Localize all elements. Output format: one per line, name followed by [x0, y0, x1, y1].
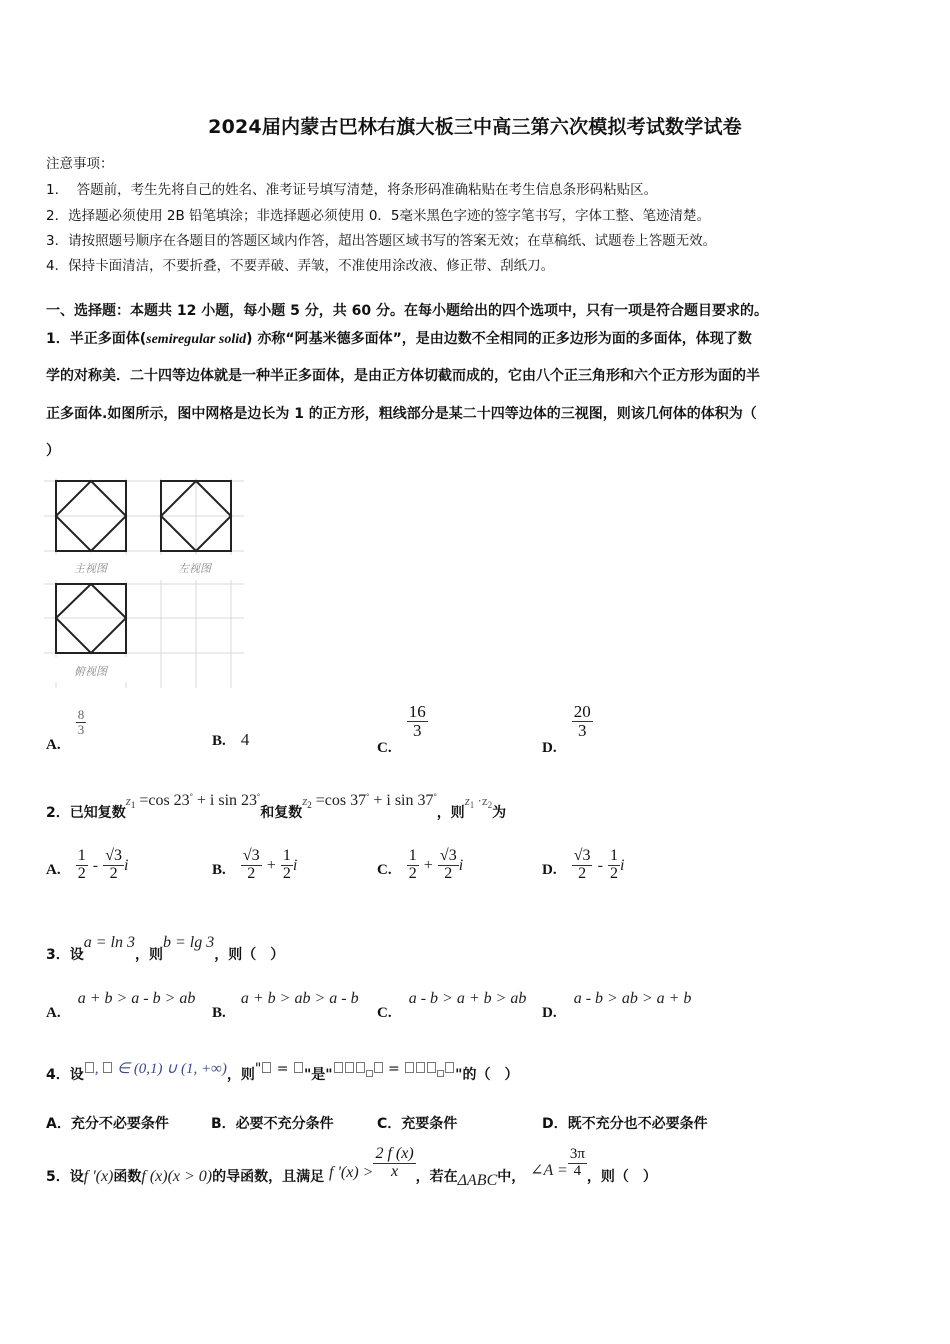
three-view-diagram: [44, 478, 244, 688]
q1-line-2: 学的对称美．二十四等边体就是一种半正多面体，是由正方体切截而成的，它由八个正三角形和六个正方形为面的半: [46, 368, 760, 384]
missing-glyph-icon: [294, 1062, 303, 1073]
option-label: B.: [212, 733, 226, 749]
q4-option-d[interactable]: D．既不充分也不必要条件: [542, 1116, 708, 1132]
fraction: $\frac{3\pi}{4}$: [569, 1146, 585, 1179]
q2-option-a[interactable]: A. $\frac{1}{2}$ - $\frac{√3}{2}$ i: [46, 847, 129, 882]
option-label: A.: [46, 736, 61, 753]
q3-option-d[interactable]: D. a - b > ab > a + b: [542, 990, 692, 1021]
option-value: 4: [240, 730, 250, 749]
q1-term-italic: semiregular solid: [146, 332, 247, 347]
q1-line-4: ）: [46, 443, 60, 459]
q2-option-b[interactable]: B. $\frac{√3}{2}$ + $\frac{1}{2}$ i: [212, 847, 298, 882]
q1-line-3: 正多面体.如图所示，图中网格是边长为 1 的正方形，粗线部分是某二十四等边体的三视图，则该几何体的体积为（: [46, 406, 757, 422]
missing-glyph-icon: [85, 1062, 94, 1073]
q3-option-c[interactable]: C. a - b > a + b > ab: [377, 990, 527, 1021]
q2-option-d[interactable]: D. $\frac{√3}{2}$ - $\frac{1}{2}$ i: [542, 847, 625, 882]
q1-line-1: [46, 328, 752, 348]
notice-heading: 注意事项：: [46, 156, 114, 172]
missing-glyph-icon: [262, 1062, 271, 1073]
missing-glyph-icon: [103, 1062, 112, 1073]
fraction: $\frac{16}{3}$: [408, 702, 426, 740]
q3-stem: 3．设a = ln 3，则b = lg 3，则（ ）: [46, 934, 285, 963]
q4-stem: 4．设 , ∈ (0,1) ∪ (1, +∞)，则" = "是" = "的（ ）: [46, 1061, 519, 1083]
three-view-figure: [44, 478, 244, 688]
fraction: $\frac{20}{3}$: [573, 702, 591, 740]
q1-option-b[interactable]: [212, 730, 249, 750]
q2-option-c[interactable]: C. $\frac{1}{2}$ + $\frac{√3}{2}$ i: [377, 847, 464, 882]
fraction: $\frac{8}{3}$: [77, 707, 85, 737]
notice-item-3: 3．请按照题号顺序在各题目的答题区域内作答，超出答题区域书写的答案无效；在草稿纸、试题卷上答题无效。: [46, 233, 717, 249]
front-view-label: 主视图: [74, 563, 107, 575]
q5-stem: 5．设f '(x)函数f (x)(x > 0)的导函数，且满足 f '(x) > $\frac{2 f (x)}{x}$ ，若在ΔABC中， ∠A = $\frac{3\pi}{4}$ ，则（ ）: [46, 1145, 657, 1190]
q4-option-b[interactable]: B．必要不充分条件: [211, 1116, 334, 1132]
notice-item-1: 1. 答题前，考生先将自己的姓名、准考证号填写清楚，将条形码准确粘贴在考生信息条形码粘贴区。: [46, 182, 658, 198]
fraction: $\frac{2 f (x)}{x}$: [375, 1145, 414, 1180]
notice-item-2: 2．选择题必须使用 2B 铅笔填涂；非选择题必须使用 0．5毫米黑色字迹的签字笔书写，字体工整、笔迹清楚。: [46, 208, 710, 224]
q1-line1-prefix: 1．半正多面体(: [46, 331, 147, 347]
option-label: D.: [542, 739, 557, 756]
page-title: 2024届内蒙古巴林右旗大板三中高三第六次模拟考试数学试卷: [208, 116, 742, 138]
top-view-label: 俯视图: [74, 666, 107, 678]
side-view-label: 左视图: [178, 563, 211, 575]
notice-item-4: 4．保持卡面清洁，不要折叠，不要弄破、弄皱，不准使用涂改液、修正带、刮纸刀。: [46, 258, 555, 274]
q4-option-c[interactable]: C．充要条件: [377, 1116, 458, 1132]
q2-stem: 2．已知复数$z_1 =\cos$ 23° + i sin 23°和复数$z_2 =\cos$ 37° + i sin 37°，则$z_1 \cdot z_2$为: [46, 792, 507, 821]
q1-option-a[interactable]: [46, 707, 86, 753]
q3-option-a[interactable]: A. a + b > a - b > ab: [46, 990, 196, 1021]
q3-option-b[interactable]: B. a + b > ab > a - b: [212, 990, 359, 1021]
q1-line1-suffix: ) 亦称“阿基米德多面体”，是由边数不全相同的正多边形为面的多面体，体现了数: [246, 331, 752, 347]
q1-option-d[interactable]: [542, 702, 593, 756]
section-heading: 一、选择题：本题共 12 小题，每小题 5 分，共 60 分。在每小题给出的四个选项中，只有一项是符合题目要求的。: [46, 303, 768, 319]
q4-option-a[interactable]: A．充分不必要条件: [46, 1116, 169, 1132]
option-label: C.: [377, 739, 392, 756]
q1-option-c[interactable]: [377, 702, 428, 756]
